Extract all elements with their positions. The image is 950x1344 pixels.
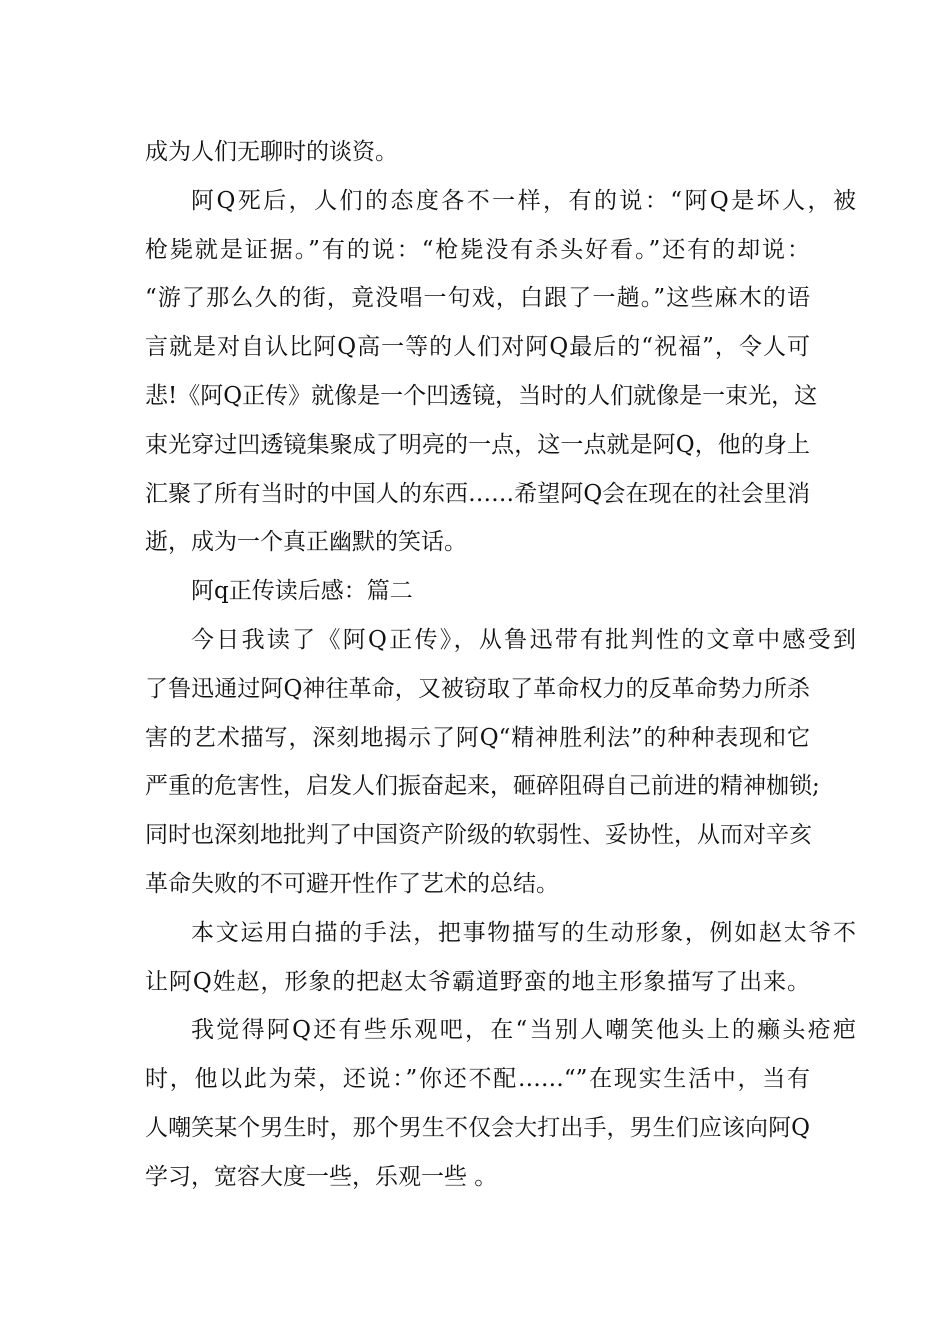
text-line: 逝，成为一个真正幽默的笑话。: [145, 529, 467, 556]
text-line: “游了那么久的街，竟没唱一句戏，白跟了一趟。”这些麻木的语: [145, 285, 810, 312]
text-line: 言就是对自认比阿Q高一等的人们对阿Q最后的“祝福”，令人可: [145, 334, 810, 361]
text-line: 枪毙就是证据。”有的说：“枪毙没有杀头好看。”还有的却说：: [145, 236, 810, 263]
text-line: 革命失败的不可避开性作了艺术的总结。: [145, 870, 559, 897]
document-body: [145, 128, 856, 1202]
text-line: 今日我读了《阿Q正传》，从鲁迅带有批判性的文章中感受到: [191, 626, 856, 653]
text-line: 阿Q死后，人们的态度各不一样，有的说：“阿Q是坏人，被: [191, 187, 856, 214]
text-line: 害的艺术描写，深刻地揭示了阿Q“精神胜利法”的种种表现和它: [145, 724, 810, 751]
text-line: 人嘲笑某个男生时，那个男生不仅会大打出手，男生们应该向阿Q: [145, 1114, 810, 1141]
text-line: 严重的危害性，启发人们振奋起来，砸碎阻碍自己前进的精神枷锁;: [145, 773, 820, 800]
section-heading: 阿q正传读后感：篇二: [191, 578, 413, 605]
text-line: 学习，宽容大度一些，乐观一些 。: [145, 1163, 498, 1190]
text-line: 成为人们无聊时的谈资。: [145, 139, 398, 165]
text-line: 汇聚了所有当时的中国人的东西……希望阿Q会在现在的社会里消: [145, 480, 810, 507]
text-line: 时，他以此为荣，还说：”你还不配……“”在现实生活中，当有: [145, 1066, 810, 1093]
text-line: 本文运用白描的手法，把事物描写的生动形象，例如赵太爷不: [191, 919, 856, 946]
text-line: 同时也深刻地批判了中国资产阶级的软弱性、妥协性，从而对辛亥: [145, 822, 812, 849]
text-line: 悲!《阿Q正传》就像是一个凹透镜，当时的人们就像是一束光，这: [145, 382, 818, 409]
text-line: 束光穿过凹透镜集聚成了明亮的一点，这一点就是阿Q，他的身上: [145, 431, 810, 458]
text-line: 让阿Q姓赵，形象的把赵太爷霸道野蛮的地主形象描写了出来。: [145, 968, 810, 995]
text-line: 我觉得阿Q还有些乐观吧，在“当别人嘲笑他头上的癞头疮疤: [191, 1017, 856, 1044]
text-line: 了鲁迅通过阿Q神往革命，又被窃取了革命权力的反革命势力所杀: [145, 675, 810, 702]
